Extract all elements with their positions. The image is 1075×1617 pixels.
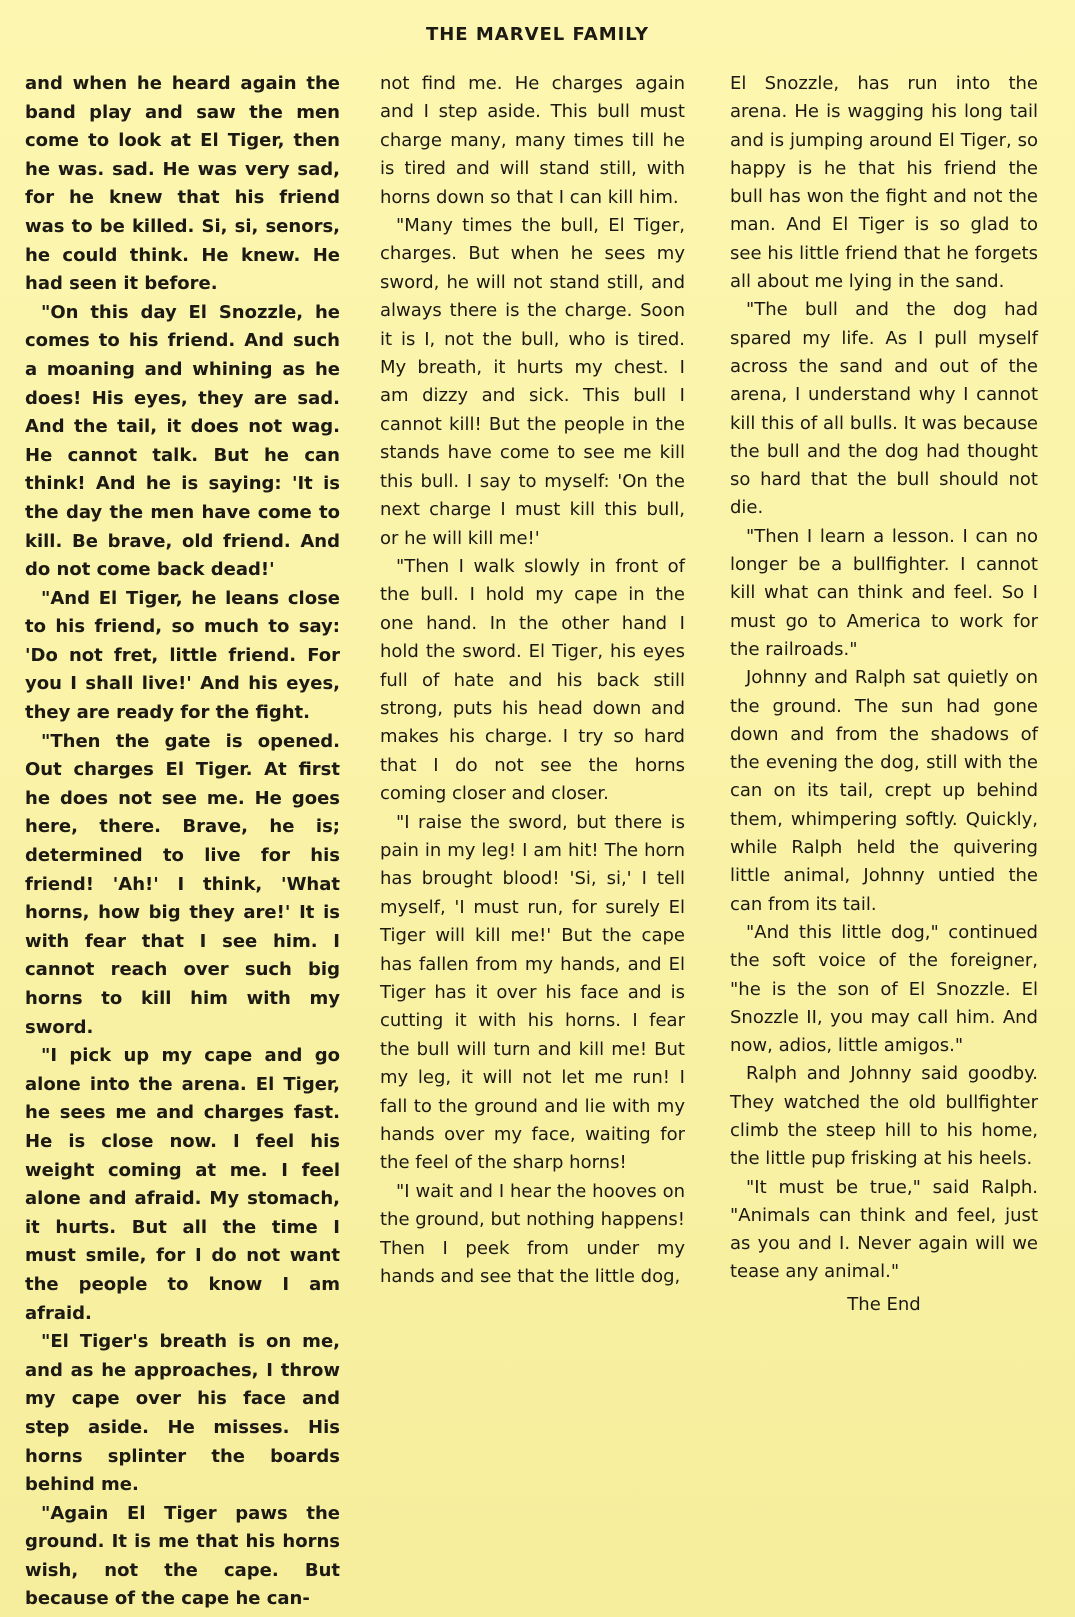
paragraph: "Then the gate is opened. Out charges El Tiger. At first he does not see me. He goes here, there. Brave, he is; determined to live for his friend! 'Ah!' I think, 'What horns, how big they are!' It is with fear that I see him. I cannot reach over such big horns to kill him with my sword.	[25, 730, 340, 1038]
paragraph: "I wait and I hear the hooves on the ground, but nothing happens! Then I peek from under my hands and see that the little dog,	[380, 1180, 685, 1288]
paragraph: "The bull and the dog had spared my life. As I pull myself across the sand and out of the arena, I understand why I cannot kill this of all bulls. It was because the bull and the dog had thought so hard that the bull should not die.	[730, 299, 1038, 519]
text-column-2	[380, 70, 685, 1291]
paragraph: "Again El Tiger paws the ground. It is me that his horns wish, not the cape. But because of the cape he can-	[25, 1502, 340, 1610]
paragraph: "El Tiger's breath is on me, and as he approaches, I throw my cape over his face and step aside. He misses. His horns splinter the boards behind me.	[25, 1331, 340, 1496]
text-column-3	[730, 70, 1038, 1319]
paragraph: Johnny and Ralph sat quietly on the ground. The sun had gone down and from the shadows of the evening the dog, still with the can on its tail, crept up behind them, whimpering softly. Quickly, while Ralph held the quivering little animal, Johnny untied the can from its tail.	[730, 667, 1038, 915]
paragraph: "Then I walk slowly in front of the bull. I hold my cape in the one hand. In the other hand I hold the sword. El Tiger, his eyes full of hate and his back still strong, puts his head down and makes his charge. I try so hard that I do not see the horns coming closer and closer.	[380, 555, 685, 805]
paragraph: "On this day El Snozzle, he comes to his friend. And such a moaning and whining as he does! His eyes, they are sad. And the tail, it does not wag. He cannot talk. But he can think! And he is saying: 'It is the day the men have come to kill. Be brave, old friend. And do not come back dead!'	[25, 301, 340, 581]
paragraph: "I raise the sword, but there is pain in my leg! I am hit! The horn has brought blood! 'Si, si,' I tell myself, 'I must run, for surely El Tiger will kill me!' But the cape has fallen from my hands, and El Tiger has it over his face and is cutting it with his horns. I fear the bull will turn and kill me! But my leg, it will not let me run! I fall to the ground and lie with my hands over my face, waiting for the feel of the sharp horns!	[380, 811, 685, 1174]
paragraph: and when he heard again the band play and saw the men come to look at El Tiger, then he was. sad. He was very sad, for he knew that his friend was to be killed. Si, si, senors, he could think. He knew. He had seen it before.	[25, 73, 340, 295]
paragraph: "I pick up my cape and go alone into the arena. El Tiger, he sees me and charges fast. He is close now. I feel his weight coming at me. I feel alone and afraid. My stomach, it hurts. But all the time I must smile, for I do not want the people to know I am afraid.	[25, 1045, 340, 1324]
story-end-label: The End	[847, 1293, 921, 1315]
paragraph: El Snozzle, has run into the arena. He is wagging his long tail and is jumping around El Tiger, so happy is he that his friend the bull has won the fight and not the man. And El Tiger is so glad to see his little friend that he forgets all about me lying in the sand.	[730, 73, 1038, 293]
text-column-1	[25, 70, 340, 1614]
paragraph: "It must be true," said Ralph. "Animals can think and feel, just as you and I. Never again will we tease any animal."	[730, 1176, 1038, 1283]
paragraph: not find me. He charges again and I step aside. This bull must charge many, many times till he is tired and will stand still, with horns down so that I can kill him.	[380, 73, 685, 208]
paragraph: "And El Tiger, he leans close to his friend, so much to say: 'Do not fret, little friend. For you I shall live!' And his eyes, they are ready for the fight.	[25, 587, 340, 724]
paragraph: "And this little dog," continued the soft voice of the foreigner, "he is the son of El Snozzle. El Snozzle II, you may call him. And now, adios, little amigos."	[730, 921, 1038, 1057]
paragraph: "Then I learn a lesson. I can no longer be a bullfighter. I cannot kill what can think and feel. So I must go to America to work for the railroads."	[730, 525, 1038, 660]
paragraph: Ralph and Johnny said goodby. They watched the old bullfighter climb the steep hill to his home, the little pup frisking at his heels.	[730, 1063, 1038, 1170]
page-header: THE MARVEL FAMILY	[425, 24, 650, 45]
paragraph: "Many times the bull, El Tiger, charges. But when he sees my sword, he will not stand still, and always there is the charge. Soon it is I, not the bull, who is tired. My breath, it hurts my chest. I am dizzy and sick. This bull I cannot kill! But the people in the stands have come to see me kill this bull. I say to myself: 'On the next charge I must kill this bull, or he will kill me!'	[380, 215, 685, 549]
